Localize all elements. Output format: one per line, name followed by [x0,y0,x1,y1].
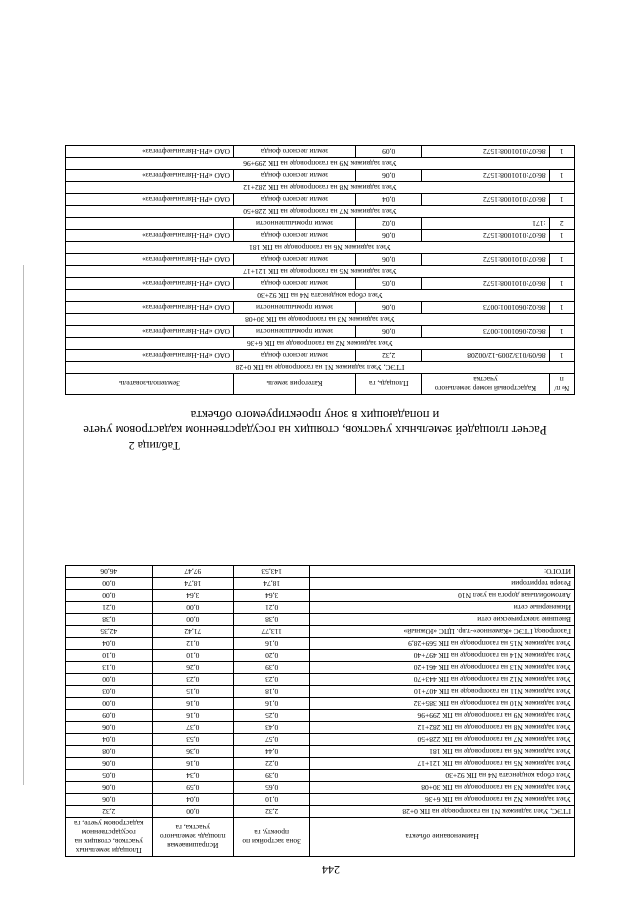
area-value-cell: 18,74 [233,578,309,590]
area-value-cell: 3,64 [233,590,309,602]
col-header: Категория земель [234,374,356,395]
land-category: земли лесного фонда [234,350,356,362]
col-header: № п/п [549,374,574,395]
object-name-cell: Узел задвижек N8 на газопроводе на ПК 282+12 [310,722,575,734]
area-value-cell: 0,10 [66,650,153,662]
table-row [66,566,575,578]
section-row [66,290,575,302]
table-row [66,278,575,290]
table-row [66,350,575,362]
area-value-cell: 0,08 [66,746,153,758]
area-value: 0,06 [356,254,422,266]
section-title: Узел задвижек N7 на газопроводе на ПК 228+50 [66,206,575,218]
row-number: 1 [549,302,574,314]
area-value-cell: 0,05 [66,770,153,782]
page-number: 244 [322,863,340,877]
object-name-cell: Внешние электрические сети [310,614,575,626]
area-value-cell: 0,65 [233,782,309,794]
area-value-cell: 3,64 [152,590,233,602]
object-name-cell: Узел задвижек N7 на газопроводе на ПК 228+50 [310,734,575,746]
object-name-cell: Резерв территории [310,578,575,590]
row-number: 1 [549,230,574,242]
col-header: Испрашиваемая площадь земельного участка, га [152,818,233,857]
area-value-cell: 0,13 [66,662,153,674]
land-category: земли лесного фонда [234,170,356,182]
area-value-cell: 113,77 [233,626,309,638]
area-value-cell: 0,25 [233,710,309,722]
table-row [66,302,575,314]
cadastral-number: 86/09/013/2009-12/00208 [422,350,549,362]
table-row [66,590,575,602]
table-row [66,578,575,590]
section-title: Узел задвижек N9 на газопроводе на ПК 299+96 [66,158,575,170]
land-user: ОАО «РН-Няганьнефтегаз» [66,146,234,158]
area-value-cell: 0,38 [233,614,309,626]
row-number: 1 [549,146,574,158]
area-value: 0,05 [356,278,422,290]
area-value-cell: 0,06 [66,782,153,794]
area-value-cell: 0,15 [152,686,233,698]
table-row [66,746,575,758]
area-value-cell: 0,00 [152,602,233,614]
object-name-cell: Узел задвижек N11 на газопроводе на ПК 407+10 [310,686,575,698]
area-value-cell: 97,47 [152,566,233,578]
area-value-cell: 0,09 [66,710,153,722]
area-value-cell: 0,37 [152,722,233,734]
table-row [66,662,575,674]
object-name-cell: Узел задвижек N13 на газопроводе на ПК 461+20 [310,662,575,674]
table-row [66,602,575,614]
area-value-cell: 0,00 [66,674,153,686]
section-row [66,242,575,254]
object-name-cell: Узел задвижек N6 на газопроводе на ПК 181 [310,746,575,758]
land-category: земли лесного фонда [234,146,356,158]
table-title: Расчет площадей земельных участков, стоящих на государственном кадастровом учете и попадающих в зону проектируемого объекта [83,408,547,437]
land-user: ОАО «РН-Няганьнефтегаз» [66,350,234,362]
area-value-cell: 18,74 [152,578,233,590]
object-name-cell: ИТОГО: [310,566,575,578]
area-value-cell: 0,20 [233,650,309,662]
table-row [66,722,575,734]
section-title: Узел задвижек N2 на газопроводе на ПК 6+36 [66,338,575,350]
section-title: Узел задвижек N3 на газопроводе на ПК 30+08 [66,314,575,326]
table-row [66,734,575,746]
area-value-cell: 0,16 [152,698,233,710]
object-name-cell: Узел задвижек N5 на газопроводе на ПК 121+17 [310,758,575,770]
area-value-cell: 143,53 [233,566,309,578]
area-value-cell: 0,04 [66,638,153,650]
area-value-cell: 0,43 [233,722,309,734]
area-value-cell: 0,04 [66,734,153,746]
row-number: 1 [549,350,574,362]
object-name-cell: Узел задвижек N12 на газопроводе на ПК 443+70 [310,674,575,686]
row-number: 1 [549,326,574,338]
scan-edge-line [23,265,24,785]
cadastral-number: 86:07:0101008:1572 [422,194,549,206]
land-user: ОАО «РН-Няганьнефтегаз» [66,254,234,266]
land-user: ОАО «РН-Няганьнефтегаз» [66,230,234,242]
area-value-cell: 0,00 [152,806,233,818]
land-category: земли промышленности [234,218,356,230]
area-value-cell: 0,21 [233,602,309,614]
table-row [66,806,575,818]
col-header: Зона застройки по проекту, га [233,818,309,857]
area-value: 2,32 [356,350,422,362]
area-value-cell: 2,32 [233,806,309,818]
area-value-cell: 0,00 [152,614,233,626]
area-value-cell: 0,10 [152,650,233,662]
table-row [66,626,575,638]
object-name-cell: Узел сбора конденсата N4 на ПК 92+30 [310,770,575,782]
area-value-cell: 0,57 [233,734,309,746]
area-value-cell: 0,16 [233,638,309,650]
area-value-cell: 0,21 [66,602,153,614]
area-value: 0,06 [356,326,422,338]
area-value-cell: 0,06 [66,794,153,806]
row-number: 1 [549,194,574,206]
object-name-cell: Инженерные сети [310,602,575,614]
table-row [66,686,575,698]
section-title: Узел задвижек N5 на газопроводе на ПК 121+17 [66,266,575,278]
area-value-cell: 0,16 [152,710,233,722]
area-value-cell: 0,34 [152,770,233,782]
land-category: земли лесного фонда [234,194,356,206]
section-row [66,158,575,170]
col-header: Площади земельных участков, стоящих на государственном кадастровом учете, га [66,818,153,857]
area-value-cell: 0,12 [152,638,233,650]
area-value-cell: 0,00 [66,590,153,602]
land-category: земли промышленности [234,326,356,338]
table-row [66,674,575,686]
table-row [66,650,575,662]
table-row [66,698,575,710]
land-category: земли лесного фонда [234,254,356,266]
area-value-cell: 0,38 [66,614,153,626]
col-header: Кадастровый номер земельного участка [422,374,549,395]
section-row [66,314,575,326]
land-user [66,218,234,230]
area-value-cell: 0,04 [152,794,233,806]
section-row [66,338,575,350]
cadastral-number: :171 [422,218,549,230]
area-value-cell: 0,23 [152,674,233,686]
cadastral-number: 86:07:0101008:1572 [422,146,549,158]
table-row [66,254,575,266]
table-row [66,710,575,722]
area-value-cell: 0,36 [152,746,233,758]
row-number: 2 [549,218,574,230]
table-header-row [66,374,575,395]
object-name-cell: Узел задвижек N3 на газопроводе на ПК 30+08 [310,782,575,794]
table-row [66,770,575,782]
table-row [66,146,575,158]
land-category: земли лесного фонда [234,278,356,290]
area-value-cell: 0,16 [233,698,309,710]
area-value: 0,06 [356,170,422,182]
table-row [66,794,575,806]
land-user: ОАО «РН-Няганьнефтегаз» [66,278,234,290]
table-row [66,170,575,182]
section-title: Узел задвижек N6 на газопроводе на ПК 181 [66,242,575,254]
land-user: ОАО «РН-Няганьнефтегаз» [66,302,234,314]
area-value-cell: 0,44 [233,746,309,758]
land-user: ОАО «РН-Няганьнефтегаз» [66,194,234,206]
area-value-cell: 0,22 [233,758,309,770]
area-value-cell: 0,39 [233,662,309,674]
row-number: 1 [549,170,574,182]
table-row [66,230,575,242]
land-category: земли промышленности [234,302,356,314]
table-row [66,218,575,230]
object-name-cell: Узел задвижек N15 на газопроводе на ПК 569+28,9 [310,638,575,650]
row-number: 1 [549,278,574,290]
table-row [66,782,575,794]
area-value-cell: 0,59 [152,782,233,794]
table-row [66,194,575,206]
area-value: 0,02 [356,218,422,230]
section-row [66,206,575,218]
table-row [66,614,575,626]
area-value: 0,09 [356,146,422,158]
cadastral-number: 86:07:0101008:1572 [422,230,549,242]
cadastral-number: 86:07:0101008:1572 [422,278,549,290]
cadastral-number: 86:02:0601001:0073 [422,302,549,314]
table-row [66,326,575,338]
area-value: 0,06 [356,302,422,314]
area-value-cell: 0,23 [233,674,309,686]
object-name-cell: Автомобильная дорога на узел N10 [310,590,575,602]
section-title: Узел задвижек N8 на газопроводе на ПК 282+12 [66,182,575,194]
area-value-cell: 0,26 [152,662,233,674]
area-value-cell: 46,06 [66,566,153,578]
area-value-cell: 0,39 [233,770,309,782]
area-value-cell: 0,16 [152,758,233,770]
col-header: Площадь, га [356,374,422,395]
area-value-cell: 0,06 [66,758,153,770]
object-name-cell: Газопровод ГТЭС «Каменное»-т.вр. ЦПС «Южный» [310,626,575,638]
col-header: Землепользователь [66,374,234,395]
table-row [66,758,575,770]
table-header-row [66,818,575,857]
areas-table [65,565,575,857]
section-row [66,182,575,194]
section-title: Узел сбора конденсата N4 на ПК 92+30 [66,290,575,302]
area-value-cell: 0,00 [66,578,153,590]
cadastral-number: 86:07:0101008:1572 [422,170,549,182]
area-value-cell: 0,06 [66,722,153,734]
area-value-cell: 0,00 [66,698,153,710]
object-name-cell: Узел задвижек N14 на газопроводе на ПК 497+40 [310,650,575,662]
area-value-cell: 0,18 [233,686,309,698]
area-value: 0,04 [356,194,422,206]
cadastral-table [65,145,575,395]
cadastral-number: 86:07:0101008:1572 [422,254,549,266]
land-user: ОАО «РН-Няганьнефтегаз» [66,326,234,338]
object-name-cell: ГТЭС, Узел задвижек N1 на газопроводе на ПК 0+28 [310,806,575,818]
area-value-cell: 2,32 [66,806,153,818]
land-user: ОАО «РН-Няганьнефтегаз» [66,170,234,182]
row-number: 1 [549,254,574,266]
table-row [66,638,575,650]
section-row [66,266,575,278]
table-caption: Таблица 2 [128,439,180,453]
area-value: 0,06 [356,230,422,242]
area-value-cell: 0,10 [233,794,309,806]
object-name-cell: Узел задвижек N2 на газопроводе на ПК 6+36 [310,794,575,806]
object-name-cell: Узел задвижек N10 на газопроводе на ПК 385+32 [310,698,575,710]
area-value-cell: 0,53 [152,734,233,746]
area-value-cell: 42,35 [66,626,153,638]
area-value-cell: 71,42 [152,626,233,638]
cadastral-number: 86:02:0601001:0073 [422,326,549,338]
object-name-cell: Узел задвижек N9 на газопроводе на ПК 299+96 [310,710,575,722]
area-value-cell: 0,03 [66,686,153,698]
section-title: ГТЭС, Узел задвижек N1 на газопроводе на ПК 0+28 [66,362,575,374]
section-row [66,362,575,374]
land-category: земли лесного фонда [234,230,356,242]
col-header: Наименование объекта [310,818,575,857]
